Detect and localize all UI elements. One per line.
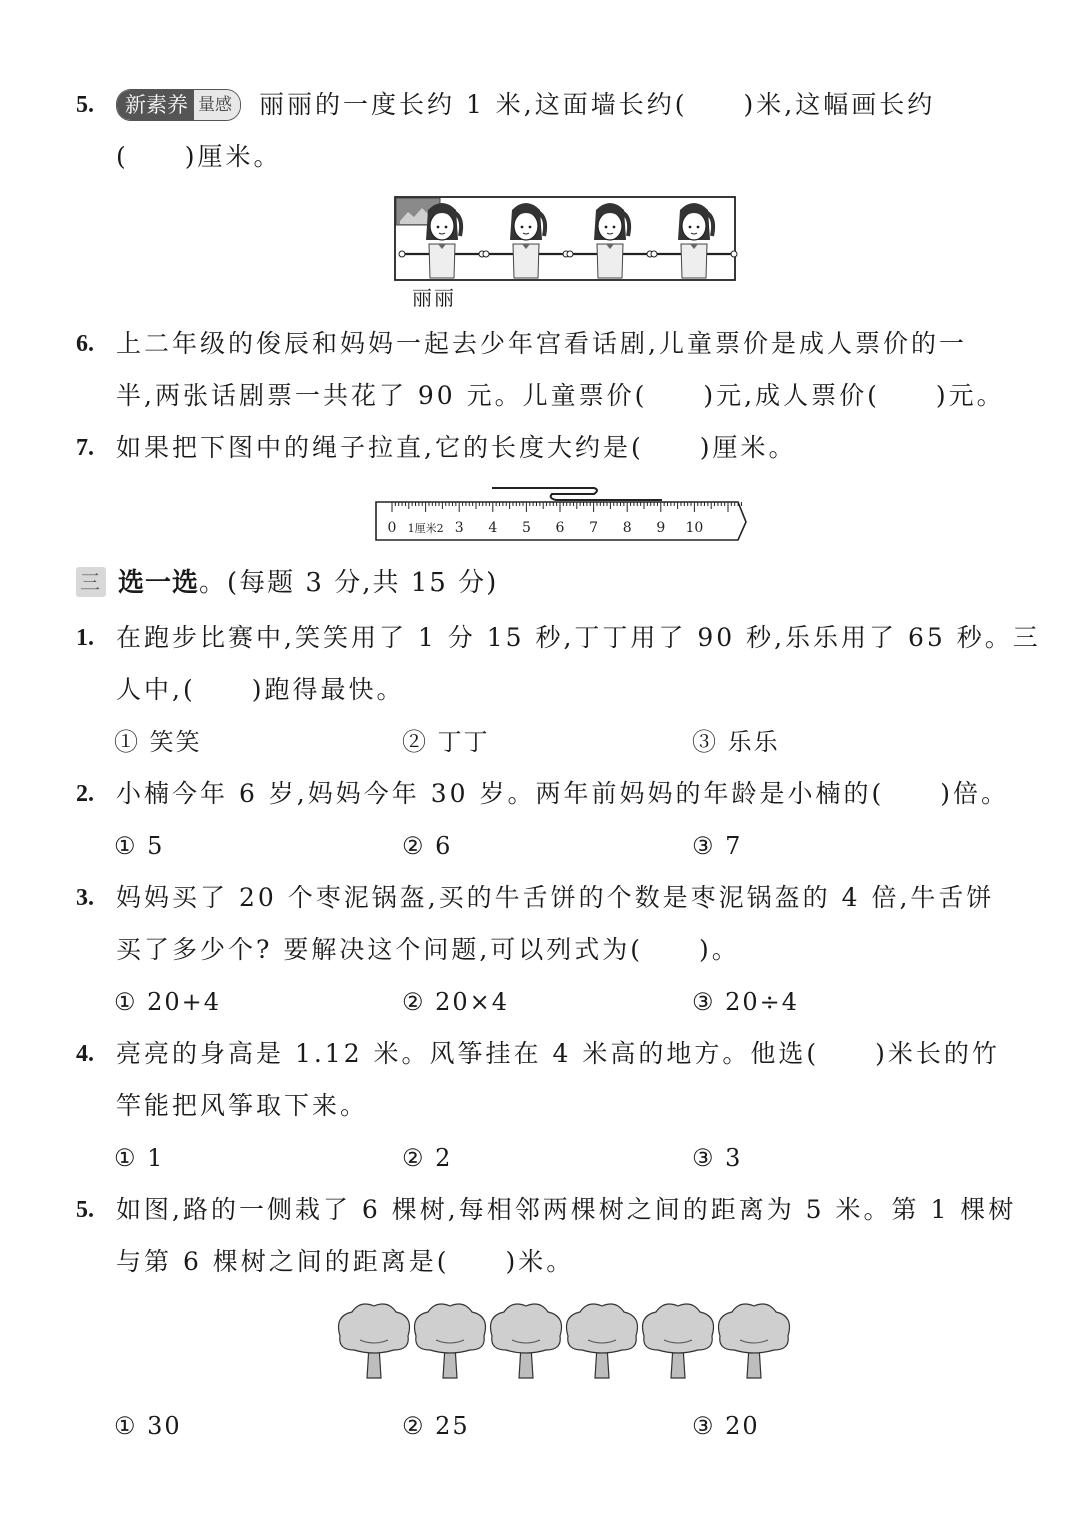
question-number: 5. [76, 92, 94, 118]
tree [415, 1304, 486, 1378]
question-number: 2. [76, 781, 94, 807]
ruler-label: 8 [622, 520, 632, 536]
ruler-label: 10 [685, 520, 704, 536]
option-2[interactable]: ② 25 [402, 1412, 470, 1440]
ruler-label: 0 [387, 520, 397, 536]
ruler-label: 5 [521, 520, 531, 536]
new-literacy-badge: 新素养 量感 [116, 89, 241, 121]
wall-illustration [394, 196, 736, 282]
option-3[interactable]: ③ 20 [692, 1412, 760, 1440]
option-1[interactable]: ① 笑笑 [114, 728, 202, 756]
rope [492, 488, 662, 500]
question-text: 竿能把风筝取下来。 [116, 1091, 369, 1120]
option-1[interactable]: ① 1 [114, 1144, 165, 1172]
tree [339, 1304, 410, 1378]
ruler-label: 9 [656, 520, 666, 536]
ruler-label: 4 [488, 520, 498, 536]
ruler-with-rope [372, 482, 752, 542]
question-text: 人中,( )跑得最快。 [116, 675, 405, 704]
option-2[interactable]: ② 2 [402, 1144, 453, 1172]
section-heading: 三 选一选。(每题 3 分,共 15 分) [76, 565, 498, 601]
option-3[interactable]: ③ 7 [692, 832, 743, 860]
option-1[interactable]: ① 20+4 [114, 988, 222, 1016]
trees-illustration [336, 1302, 792, 1382]
tree [567, 1304, 638, 1378]
question-number: 5. [76, 1197, 94, 1223]
question-number: 3. [76, 885, 94, 911]
question-text: 妈妈买了 20 个枣泥锅盔,买的牛舌饼的个数是枣泥锅盔的 4 倍,牛舌饼 [116, 883, 995, 912]
question-number: 7. [76, 435, 94, 461]
option-3[interactable]: ③ 3 [692, 1144, 743, 1172]
section-number-box: 三 [76, 567, 106, 597]
question-number: 4. [76, 1041, 94, 1067]
tree [643, 1304, 714, 1378]
figure-caption: 丽丽 [412, 286, 456, 310]
question-text: 与第 6 棵树之间的距离是( )米。 [116, 1247, 575, 1276]
ruler-label: 1厘米2 [407, 522, 444, 535]
tree [719, 1304, 790, 1378]
option-2[interactable]: ② 20×4 [402, 988, 510, 1016]
tree [491, 1304, 562, 1378]
question-text: 亮亮的身高是 1.12 米。风筝挂在 4 米高的地方。他选( )米长的竹 [116, 1039, 1000, 1068]
ruler-label: 7 [589, 520, 599, 536]
question-text: 如图,路的一侧栽了 6 棵树,每相邻两棵树之间的距离为 5 米。第 1 棵树 [116, 1195, 1017, 1224]
question-text: 买了多少个? 要解决这个问题,可以列式为( )。 [116, 935, 740, 964]
question-text: 上二年级的俊辰和妈妈一起去少年宫看话剧,儿童票价是成人票价的一 [116, 329, 967, 358]
option-3[interactable]: ③ 20÷4 [692, 988, 800, 1016]
ruler-label: 3 [454, 520, 464, 536]
question-text: 如果把下图中的绳子拉直,它的长度大约是( )厘米。 [116, 433, 797, 462]
option-2[interactable]: ② 6 [402, 832, 453, 860]
question-text: 半,两张话剧票一共花了 90 元。儿童票价( )元,成人票价( )元。 [116, 381, 1005, 410]
ruler-label: 6 [555, 520, 565, 536]
question-text: ( )厘米。 [116, 142, 282, 171]
question-number: 1. [76, 625, 94, 651]
option-1[interactable]: ① 30 [114, 1412, 182, 1440]
question-number: 6. [76, 331, 94, 357]
option-3[interactable]: ③ 乐乐 [692, 728, 780, 756]
option-2[interactable]: ② 丁丁 [402, 728, 490, 756]
question-text: 小楠今年 6 岁,妈妈今年 30 岁。两年前妈妈的年龄是小楠的( )倍。 [116, 779, 1009, 808]
option-1[interactable]: ① 5 [114, 832, 165, 860]
question-text: 新素养 量感 丽丽的一度长约 1 米,这面墙长约( )米,这幅画长约 [116, 88, 935, 123]
question-text: 在跑步比赛中,笑笑用了 1 分 15 秒,丁丁用了 90 秒,乐乐用了 65 秒。三 [116, 623, 1041, 652]
